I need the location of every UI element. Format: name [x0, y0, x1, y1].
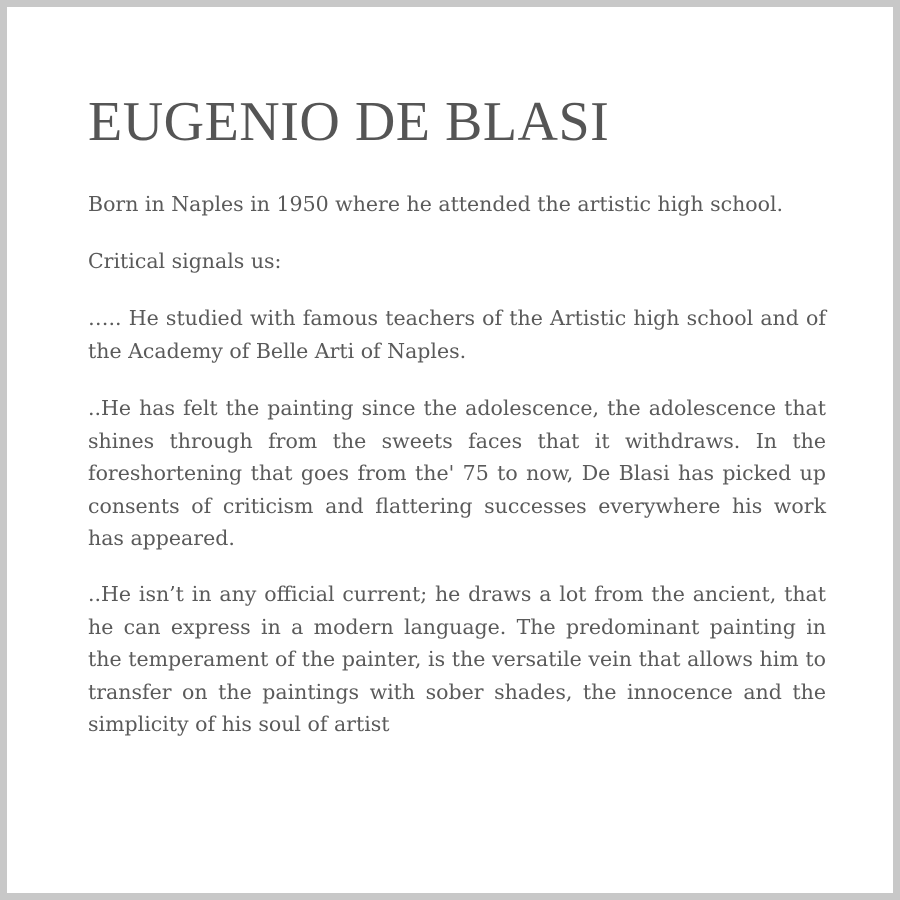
paragraph-birth: Born in Naples in 1950 where he attended the artistic high school. [88, 192, 784, 216]
paragraph-studies: ….. He studied with famous teachers of the Artistic high school and of the Academy of Belle Arti of Naples. [88, 306, 826, 363]
paragraph-painting-career: ..He has felt the painting since the adolescence, the adolescence that shines through from the sweets faces that it withdraws. In the foreshortening that goes from the' 75 to now, De Blasi has picked up consents of criticism and flattering successes everywhere his work has appeared. [88, 396, 826, 550]
biography-content [88, 87, 826, 736]
paragraph-style: ..He isn’t in any official current; he draws a lot from the ancient, that he can express in a modern language. The predominant painting in the temperament of the painter, is the versatile vein that allows him to transfer on the paintings with sober shades, the innocence and the simplicity of his soul of artist [88, 582, 826, 736]
paragraph-critical-intro: Critical signals us: [88, 249, 282, 273]
page-title: EUGENIO DE BLASI [88, 91, 610, 153]
